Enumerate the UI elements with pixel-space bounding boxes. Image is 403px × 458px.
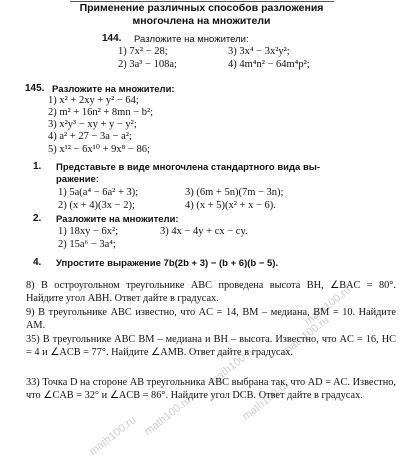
task-2-number: 2. [33, 213, 42, 224]
task-1-item-1: 1) 5a(a⁴ − 6a² + 3); [58, 187, 139, 198]
section-title-line-1: Применение различных способов разложения [79, 2, 324, 14]
p145-item-2: 2) m² + 16n² + 8mn − b²; [48, 107, 154, 118]
task-2-task: Разложите на множители: [56, 214, 179, 225]
section-title-line-2: многочлена на множители [132, 15, 271, 27]
task-1-text-line-2: ражение: [56, 174, 100, 185]
p145-item-1: 1) x² + 2xy + y² − 64; [48, 95, 139, 106]
p144-item-2: 2) 3a³ − 108a; [118, 59, 177, 70]
watermark: math100.ru [142, 394, 194, 438]
watermark: math100.ru [240, 379, 292, 423]
task-2-item-3: 3) 4x − 4y + cx − cy. [160, 226, 248, 237]
problem-145-number: 145. [25, 83, 45, 94]
problem-33: 33) Точка D на стороне AB треугольника ABC выбрана так, что AD = AC. Известно, что ∠CAB = 32° и ∠ACB = 86°. Найдите угол DCB. Ответ дайте в градусах. [26, 377, 396, 401]
problem-144-number: 144. [102, 33, 122, 44]
task-4-task: Упростите выражение 7b(2b + 3) − (b + 6)(b − 5). [56, 258, 279, 269]
task-1-text-line-1: Представьте в виде многочлена стандартного вида вы- [56, 162, 321, 173]
p145-item-5: 5) x¹² − 6x¹⁰ + 9x⁸ − 86; [48, 144, 150, 155]
task-1-item-4: 4) (x + 5)(x² + x − 6). [185, 200, 276, 211]
task-4-number: 4. [33, 257, 42, 268]
problem-9: 9) В треугольнике ABC известно, что AC = 14, BM – медиана, BM = 10. Найдите AM. [26, 307, 396, 331]
p144-item-1: 1) 7x² − 28; [118, 46, 168, 57]
watermark: math100.ru [207, 344, 259, 388]
problem-145-task: Разложите на множители: [52, 84, 175, 95]
problem-144-task: Разложите на множители: [134, 34, 249, 45]
watermark: math100.ru [87, 414, 139, 458]
problem-35: 35) В треугольнике ABC BM – медиана и BH – высота. Известно, что AC = 16, HC = 4 и ∠ACB = 77°. Найдите ∠AMB. Ответ дайте в градусах. [26, 334, 396, 358]
task-1-number: 1. [33, 161, 42, 172]
p144-item-3: 3) 3x⁴ − 3x²y²; [228, 46, 290, 57]
problem-8: 8) В остроугольном треугольнике ABC проведена высота BH, ∠BAC = 80°. Найдите угол ABH. Ответ дайте в градусах. [26, 280, 396, 304]
task-1-item-3: 3) (6m + 5n)(7m − 3n); [185, 187, 284, 198]
p145-item-3: 3) x²y³ − xy + y − y²; [48, 119, 137, 130]
task-1-item-2: 2) (x + 4)(3x − 2); [58, 200, 135, 211]
p145-item-4: 4) a² + 27 − 3a − a²; [48, 131, 132, 142]
watermark: math100.ru [280, 314, 332, 358]
task-2-item-2: 2) 15a⁶ − 3a⁴; [58, 239, 116, 250]
watermark: math100.ru [302, 284, 354, 328]
task-2-item-1: 1) 18xy − 6x²; [58, 226, 119, 237]
p144-item-4: 4) 4m⁴n² − 64m⁴p²; [228, 59, 310, 70]
